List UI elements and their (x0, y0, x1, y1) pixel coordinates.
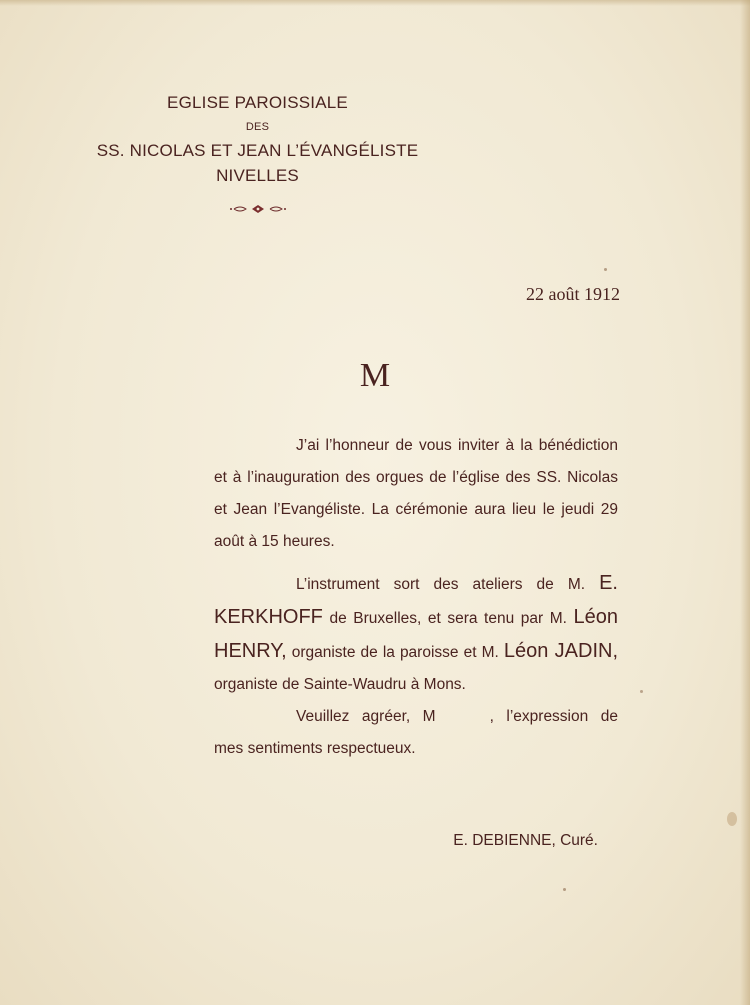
paragraph-invitation-text: J’ai l’honneur de vous inviter à la bénédiction et à l’inauguration des orgues de l’église des SS. Nicolas et Jean l’Evangéliste. La cérémonie aura lieu le jeudi 29 août à 15 heures. (214, 437, 618, 550)
organist-2-role: organiste de Sainte-Waudru à Mons. (214, 676, 466, 693)
paragraph-closing (214, 701, 618, 765)
organ-builder-name: E. KERKHOFF (214, 572, 618, 628)
closing-part-2: , l’expression de mes sentiments respectueux. (214, 708, 618, 757)
foxing-stain (727, 812, 737, 826)
letterhead (60, 90, 455, 189)
paper-edge-right (740, 0, 750, 1005)
organ-builder-rest: de Bruxelles, et sera tenu par (329, 610, 544, 627)
closing-part-1: Veuillez agréer, M (296, 708, 436, 725)
letterhead-line-4: NIVELLES (216, 166, 299, 185)
letterhead-line-3: SS. NICOLAS ET JEAN L’ÉVANGÉLISTE (96, 140, 419, 160)
organist-2-name: Léon JADIN, (503, 640, 618, 662)
letterhead-line-2: DES (245, 120, 270, 133)
organist-1-prefix: M. (549, 610, 567, 627)
foxing-dot (604, 268, 607, 271)
letterhead-line-1: EGLISE PAROISSIALE (167, 93, 348, 112)
paragraph-instrument (214, 567, 618, 701)
letter-body (214, 430, 618, 765)
instrument-intro: L’instrument sort des ateliers de M. (296, 576, 586, 593)
foxing-dot (563, 888, 566, 891)
organist-2-prefix: M. (481, 644, 499, 661)
signature: E. DEBIENNE, Curé. (453, 832, 598, 849)
organist-1-role: organiste de la paroisse et (291, 644, 477, 661)
letter-date: 22 août 1912 (526, 284, 620, 304)
floral-divider-icon (228, 203, 288, 215)
organist-1-name: Léon HENRY, (214, 606, 619, 662)
foxing-dot (640, 690, 643, 693)
paragraph-invitation (214, 430, 618, 558)
salutation: M (359, 357, 391, 394)
paper-edge-top (0, 0, 750, 6)
